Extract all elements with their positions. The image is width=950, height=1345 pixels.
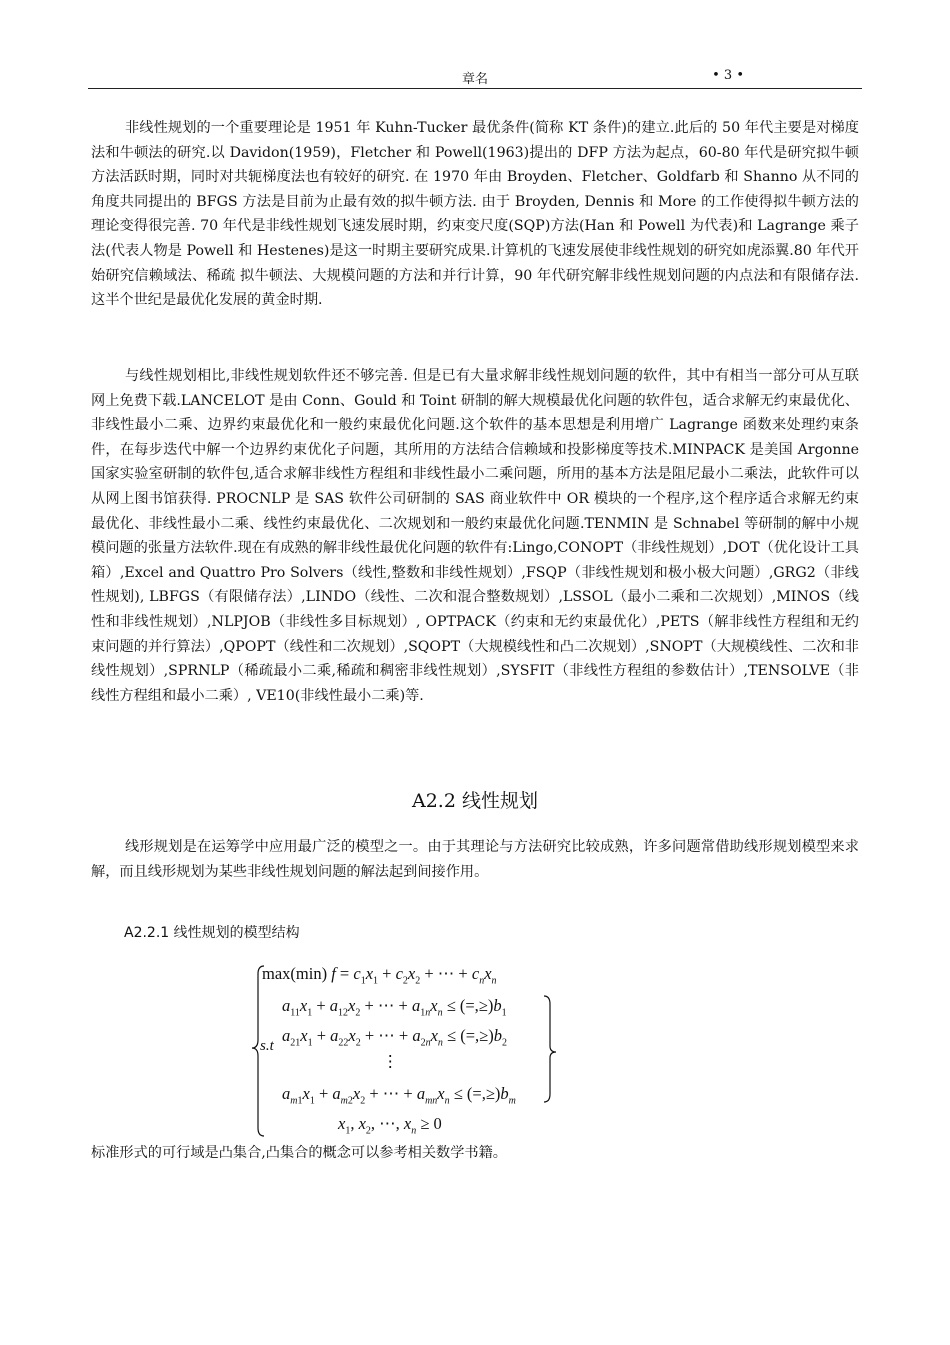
objective-function: max(min) $f = c_1x_1 + c_2x_2$ + ⋯ + $c_nx_n$ [262,964,497,987]
paragraph-software: 与线性规划相比,非线性规划软件还不够完善. 但是已有大量求解非线性规划问题的软件，其中有相当一部分可从互联网上免费下载.LANCELOT 是由 Conn、Gould 和 Toint 研制的解大规模最优化问题的软件包，适合求解无约束最优化、非线性最小二乘、边界约束最优化和一般约束最优化问题.这个软件的基本思想是利用增广 Lagrange 函数来处理约束条件，在每步迭代中解一个边界约束优化子问题，其所用的方法结合信赖域和投影梯度等技术.MINPACK 是美国 Argonne 国家实验室研制的软件包,适合求解非线性方程组和非线性最小二乘问题，所用的基本方法是阻尼最小二乘法，此软件可以从网上图书馆获得. PROCNLP 是 SAS 软件公司研制的 SAS 商业软件中 OR 模块的一个程序,这个程序适合求解无约束最优化、非线性最小二乘、线性约束最优化、二次规划和一般约束最优化问题.TENMIN 是 Schnabel 等研制的解中小规模问题的张量方法软件.现在有成熟的解非线性最优化问题的软件有:Lingo,CONOPT（非线性规划）,DOT（优化设计工具箱）,Excel and Quattro Pro Solvers（线性,整数和非线性规划）,FSQP（非线性规划和极小极大问题）,GRG2（非线性规划), LBFGS（有限储存法）,LINDO（线性、二次和混合整数规划）,LSSOL（最小二乘和二次规划）,MINOS（线性和非线性规划）,NLPJOB（非线性多目标规划）, OPTPACK（约束和无约束最优化）,PETS（解非线性方程组和无约束问题的并行算法）,QPOPT（线性和二次规划）,SQOPT（大规模线性和凸二次规划）,SNOPT（大规模线性、二次和非线性规划）,SPRNLP（稀疏最小二乘,稀疏和稠密非线性规划）,SYSFIT（非线性方程组的参数估计）,TENSOLVE（非线性方程组和最小二乘）, VE10(非线性最小二乘)等. [91,368,859,704]
section-title: A2.2 线性规划 [412,790,538,812]
vertical-ellipsis: ⋮ [382,1052,399,1071]
paragraph-history: 非线性规划的一个重要理论是 1951 年 Kuhn-Tucker 最优条件(简称 KT 条件)的建立.此后的 50 年代主要是对梯度法和牛顿法的研究.以 Davidon(1959)，Fletcher 和 Powell(1963)提出的 DFP 方法为起点，60-80 年代是研究拟牛顿方法活跃时期，同时对共轭梯度法也有较好的研究. 在 1970 年由 Broyden、Fletcher、Goldfarb 和 Shanno 从不同的角度共同提出的 BFGS 方法是目前为止最有效的拟牛顿方法. 由于 Broyden, Dennis 和 More 的工作使得拟牛顿方法的理论变得很完善. 70 年代是非线性规划飞速发展时期，约束变尺度(SQP)方法(Han 和 Powell 为代表)和 Lagrange 乘子法(代表人物是 Powell 和 Hestenes)是这一时期主要研究成果.计算机的飞速发展使非线性规划的研究如虎添翼.80 年代开始研究信赖域法、稀疏 拟牛顿法、大规模问题的方法和并行计算，90 年代研究解非线性规划问题的内点法和有限储存法. 这半个世纪是最优化发展的黄金时期. [91,120,859,309]
constraint-1: $a_{11}x_1 + a_{12}x_2$ + ⋯ + $a_{1n}x_n \le (=,\ge)b_1$ [282,996,507,1019]
subsection-title: A2.2.1 线性规划的模型结构 [124,925,300,941]
nonnegativity: $x_1$, $x_2$, ⋯, $x_n \ge 0$ [338,1114,442,1137]
paragraph-linear-intro: 线形规划是在运筹学中应用最广泛的模型之一。由于其理论与方法研究比较成熟，许多问题常借助线形规划模型来求解，而且线形规划为某些非线性规划问题的解法起到间接作用。 [91,839,859,880]
chapter-title: 章名 [461,72,488,87]
subject-to-label: s.t [260,1038,274,1054]
closing-text: 标准形式的可行域是凸集合,凸集合的概念可以参考相关数学书籍。 [91,1145,507,1161]
constraint-2: $a_{21}x_1 + a_{22}x_2$ + ⋯ + $a_{2n}x_n \le (=,\ge)b_2$ [282,1026,507,1049]
page-number: • 3 • [712,68,744,83]
page-header [88,66,862,89]
lp-model-formula [252,960,572,1142]
constraint-m: $a_{m1}x_1 + a_{m2}x_2$ + ⋯ + $a_{mn}x_n \le (=,\ge)b_m$ [282,1084,516,1107]
